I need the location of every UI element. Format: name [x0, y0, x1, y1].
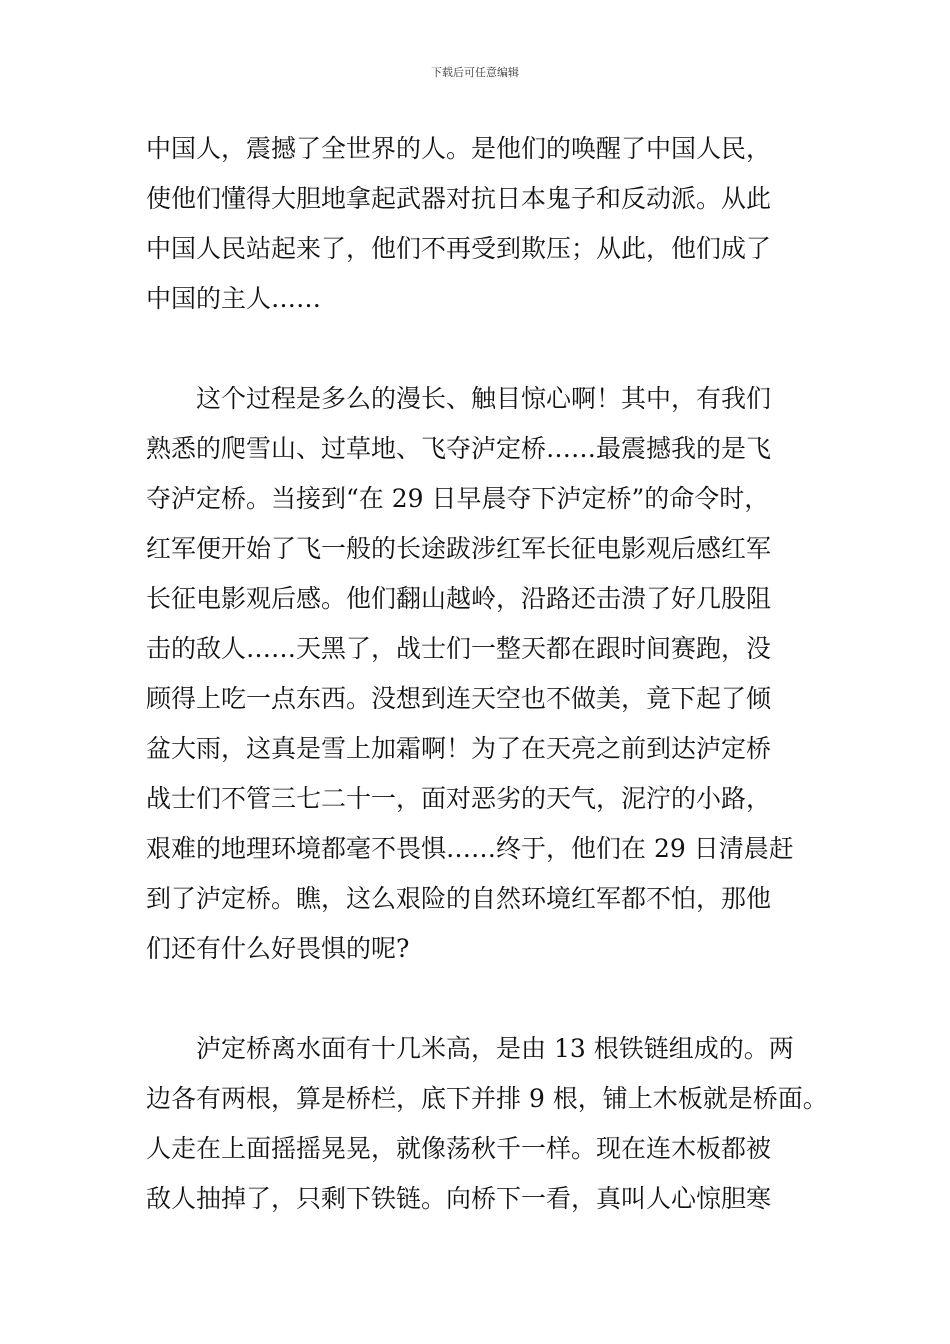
paragraph	[146, 1024, 826, 1224]
text-line: 边各有两根，算是桥栏，底下并排 9 根，铺上木板就是桥面。	[146, 1084, 828, 1113]
text-line: 艰难的地理环境都毫不畏惧……终于，他们在 29 日清晨赶	[146, 834, 794, 863]
text-line: 敌人抽掉了，只剩下铁链。向桥下一看，真叫人心惊胆寒	[146, 1184, 772, 1213]
page-header: 下载后可任意编辑	[431, 66, 519, 79]
text-line: 中国的主人……	[146, 284, 322, 313]
text-line: 长征电影观后感。他们翻山越岭，沿路还击溃了好几股阻	[146, 584, 772, 613]
text-line: 熟悉的爬雪山、过草地、飞夺泸定桥……最震撼我的是飞	[146, 434, 772, 463]
text-line: 中国人，震撼了全世界的人。是他们的唤醒了中国人民，	[146, 134, 772, 163]
document-body	[146, 124, 826, 1224]
paragraph	[146, 124, 826, 324]
text-line: 顾得上吃一点东西。没想到连天空也不做美，竟下起了倾	[146, 684, 772, 713]
text-line: 战士们不管三七二十一，面对恶劣的天气，泥泞的小路，	[146, 784, 772, 813]
text-line: 击的敌人……天黑了，战士们一整天都在跟时间赛跑，没	[146, 634, 772, 663]
paragraph-spacer	[146, 974, 826, 1024]
text-line: 盆大雨，这真是雪上加霜啊！为了在天亮之前到达泸定桥	[146, 734, 772, 763]
text-line: 夺泸定桥。当接到“在 29 日早晨夺下泸定桥”的命令时，	[146, 484, 770, 513]
text-line: 们还有什么好畏惧的呢?	[146, 934, 410, 963]
paragraph	[146, 374, 826, 974]
text-line: 人走在上面摇摇晃晃，就像荡秋千一样。现在连木板都被	[146, 1134, 772, 1163]
text-line: 红军便开始了飞一般的长途跋涉红军长征电影观后感红军	[146, 534, 772, 563]
paragraph-spacer	[146, 324, 826, 374]
text-line: 泸定桥离水面有十几米高，是由 13 根铁链组成的。两	[146, 1034, 794, 1063]
text-line: 到了泸定桥。瞧，这么艰险的自然环境红军都不怕，那他	[146, 884, 772, 913]
text-line: 这个过程是多么的漫长、触目惊心啊！其中，有我们	[146, 384, 772, 413]
text-line: 使他们懂得大胆地拿起武器对抗日本鬼子和反动派。从此	[146, 184, 772, 213]
text-line: 中国人民站起来了，他们不再受到欺压；从此，他们成了	[146, 234, 772, 263]
